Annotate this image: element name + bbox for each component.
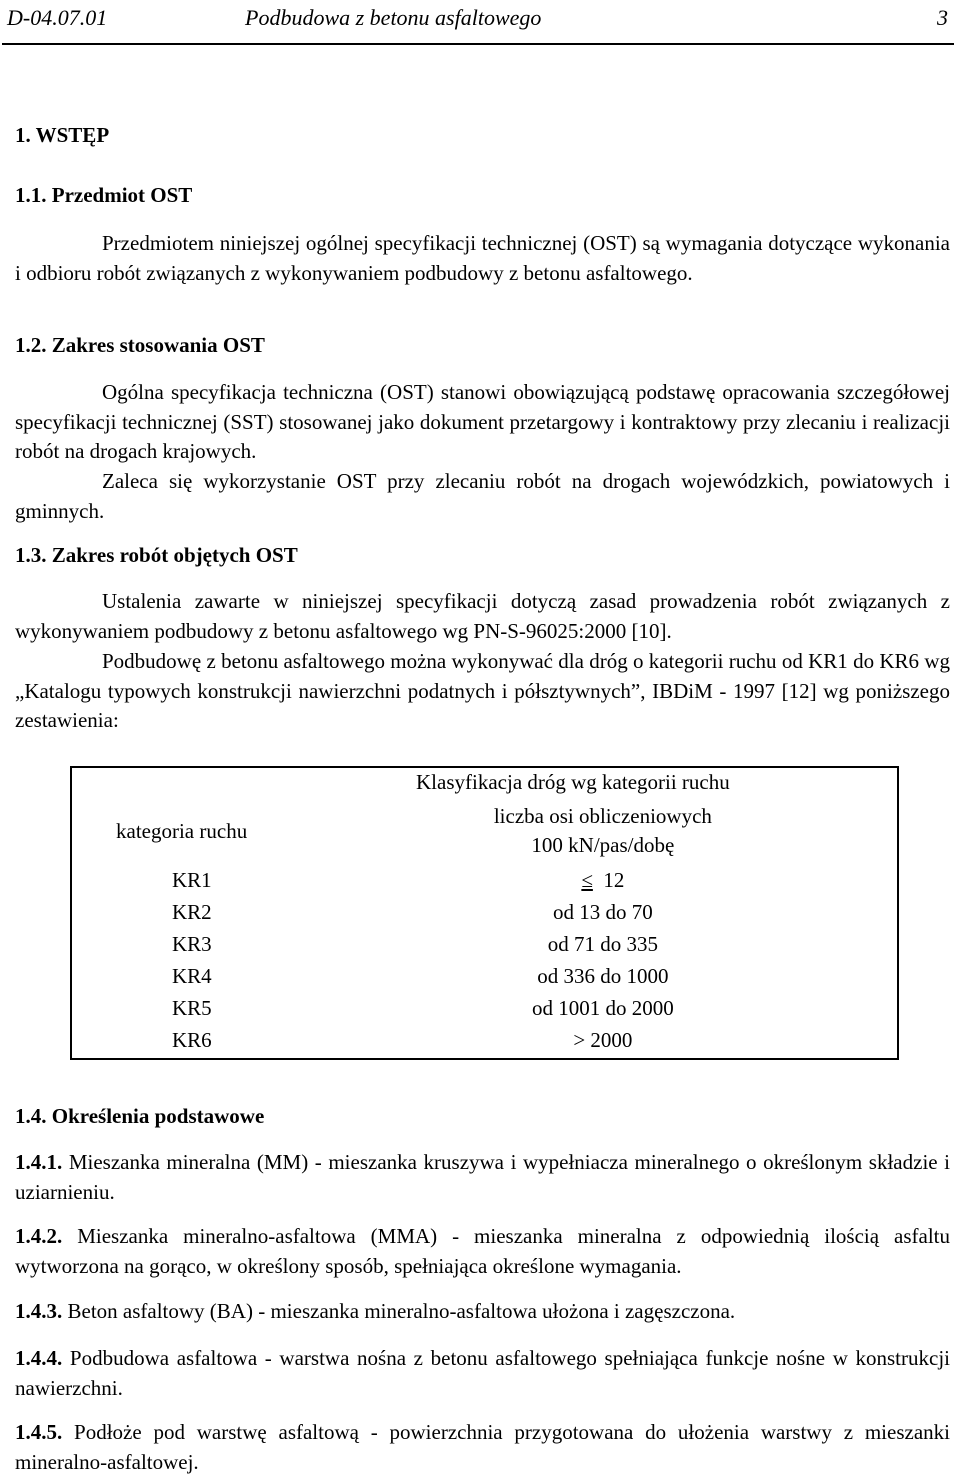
document-title: Podbudowa z betonu asfaltowego bbox=[245, 5, 542, 30]
section-1-2-paragraph-1: Ogólna specyfikacja techniczna (OST) stanowi obowiązującą podstawę opracowania szczegółowej specyfikacji technicznej (SST) stosowanej jako dokument przetargowy i kontraktowy przy zlecaniu i realizacji robót na drogach krajowych. bbox=[15, 380, 950, 463]
definition-number: 1.4.3. bbox=[15, 1299, 63, 1323]
table-header-axles bbox=[309, 798, 897, 864]
table-header-axles-line-1: liczba osi obliczeniowych bbox=[493, 804, 712, 828]
kr1-value: 12 bbox=[603, 867, 625, 892]
definition-number: 1.4.1. bbox=[15, 1150, 63, 1174]
page-header bbox=[0, 0, 960, 48]
table-cell-value: od 13 do 70 bbox=[553, 899, 653, 924]
definition-1-4-4 bbox=[15, 1344, 950, 1403]
table-row bbox=[70, 1024, 897, 1056]
table-cell-category: KR5 bbox=[172, 995, 212, 1020]
less-or-equal-symbol: ≤ bbox=[581, 867, 593, 892]
table-cell-value: od 71 do 335 bbox=[547, 931, 658, 956]
table-caption: Klasyfikacja dróg wg kategorii ruchu bbox=[416, 769, 730, 794]
table-row bbox=[70, 928, 897, 960]
table-cell-value: od 336 do 1000 bbox=[537, 963, 669, 988]
table-row bbox=[70, 896, 897, 928]
definition-number: 1.4.2. bbox=[15, 1224, 63, 1248]
table-cell-category: KR2 bbox=[172, 899, 212, 924]
header-rule bbox=[2, 43, 954, 45]
table-row bbox=[70, 864, 897, 896]
definition-1-4-5 bbox=[15, 1418, 950, 1477]
definition-1-4-2 bbox=[15, 1222, 950, 1281]
definition-number: 1.4.5. bbox=[15, 1420, 63, 1444]
definition-number: 1.4.4. bbox=[15, 1346, 63, 1370]
table-cell-category: KR3 bbox=[172, 931, 212, 956]
table-cell-value: > 2000 bbox=[573, 1027, 633, 1052]
table-header-axles-line-2: 100 kN/pas/dobę bbox=[531, 833, 675, 857]
document-code: D-04.07.01 bbox=[7, 5, 108, 30]
definition-text: Beton asfaltowy (BA) - mieszanka mineralno-asfaltowa ułożona i zagęszczona. bbox=[67, 1299, 736, 1323]
definition-text: Podbudowa asfaltowa - warstwa nośna z betonu asfaltowego spełniająca funkcje nośne w konstrukcji nawierzchni. bbox=[15, 1346, 950, 1400]
table-row bbox=[70, 992, 897, 1024]
section-1-3-paragraph-2: Podbudowę z betonu asfaltowego można wykonywać dla dróg o kategorii ruchu od KR1 do KR6 wg „Katalogu typowych konstrukcji nawierzchni podatnych i półsztywnych”, IBDiM - 1997 [12] wg poniższego zestawienia: bbox=[15, 649, 950, 732]
section-1-heading: 1. WSTĘP bbox=[15, 123, 110, 147]
definition-text: Mieszanka mineralno-asfaltowa (MMA) - mieszanka mineralna z odpowiednią ilością asfaltu wytworzona na gorąco, w określony sposób, spełniająca określone wymagania. bbox=[15, 1224, 950, 1278]
table-header-category: kategoria ruchu bbox=[116, 818, 248, 843]
table-cell-value: od 1001 do 2000 bbox=[532, 995, 674, 1020]
classification-table bbox=[70, 766, 897, 1056]
table-cell-category: KR4 bbox=[172, 963, 212, 988]
section-1-2-paragraph-2: Zaleca się wykorzystanie OST przy zlecaniu robót na drogach wojewódzkich, powiatowych i gminnych. bbox=[15, 469, 950, 523]
page-number: 3 bbox=[937, 5, 948, 30]
section-1-2-heading: 1.2. Zakres stosowania OST bbox=[15, 333, 265, 357]
table-cell-category: KR1 bbox=[172, 867, 212, 892]
table-cell-value bbox=[309, 864, 897, 896]
table-cell-category: KR6 bbox=[172, 1027, 212, 1052]
definition-text: Podłoże pod warstwę asfaltową - powierzchnia przygotowana do ułożenia warstwy z mieszanki mineralno-asfaltowej. bbox=[15, 1420, 950, 1474]
section-1-4-heading: 1.4. Określenia podstawowe bbox=[15, 1104, 265, 1128]
table-row bbox=[70, 960, 897, 992]
definition-1-4-1 bbox=[15, 1148, 950, 1207]
section-1-1-text: Przedmiotem niniejszej ogólnej specyfikacji technicznej (OST) są wymagania dotyczące wykonania i odbioru robót związanych z wykonywaniem podbudowy z betonu asfaltowego. bbox=[15, 231, 950, 285]
section-1-3-heading: 1.3. Zakres robót objętych OST bbox=[15, 543, 298, 567]
section-1-1-heading: 1.1. Przedmiot OST bbox=[15, 183, 193, 207]
section-1-3-paragraph-1: Ustalenia zawarte w niniejszej specyfikacji dotyczą zasad prowadzenia robót związanych z wykonywaniem podbudowy z betonu asfaltowego wg PN-S-96025:2000 [10]. bbox=[15, 589, 950, 643]
definition-text: Mieszanka mineralna (MM) - mieszanka kruszywa i wypełniacza mineralnego o określonym składzie i uziarnieniu. bbox=[15, 1150, 951, 1204]
definition-1-4-3 bbox=[15, 1297, 950, 1327]
